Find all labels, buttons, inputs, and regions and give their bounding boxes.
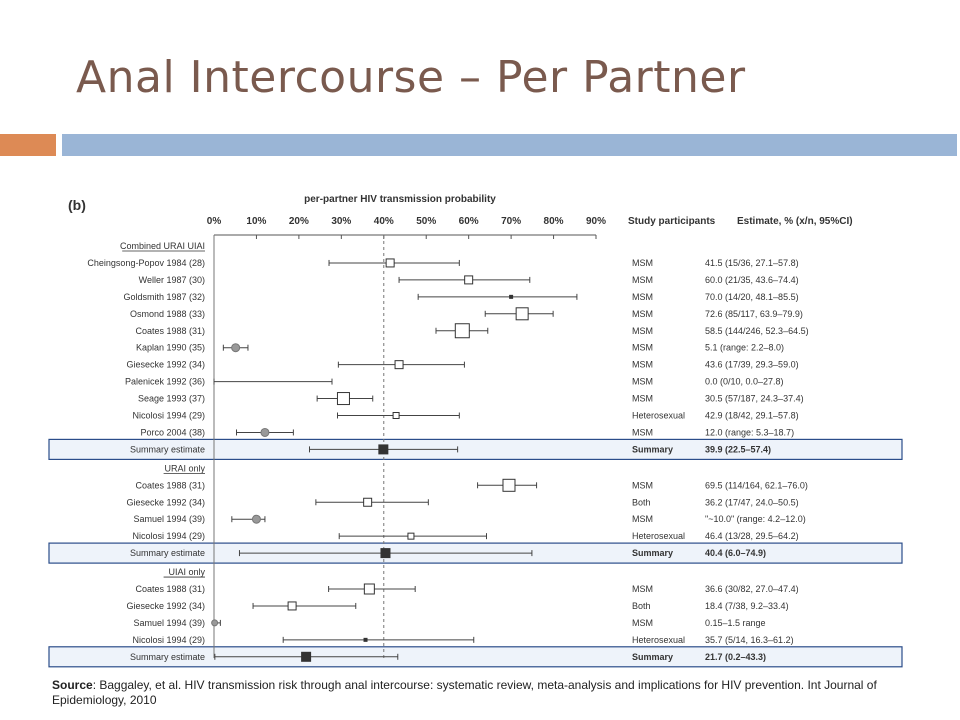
estimate-label: 41.5 (15/36, 27.1–57.8) <box>705 257 799 268</box>
estimate-label: 70.0 (14/20, 48.1–85.5) <box>705 291 799 302</box>
participants-label: MSM <box>632 584 653 594</box>
x-tick-label: 50% <box>416 216 437 227</box>
point-estimate-range <box>261 428 269 436</box>
participants-label: MSM <box>632 342 653 353</box>
study-label: Coates 1988 (31) <box>135 584 205 594</box>
x-tick-label: 20% <box>288 216 309 227</box>
participants-label: MSM <box>632 308 653 319</box>
x-tick-label: 0% <box>206 216 222 227</box>
point-estimate-square <box>288 602 296 610</box>
participants-label: MSM <box>632 514 653 525</box>
study-label: Giesecke 1992 (34) <box>126 497 205 508</box>
estimate-label: 60.0 (21/35, 43.6–74.4) <box>705 274 799 285</box>
point-estimate-square <box>395 361 403 369</box>
study-label: Nicolosi 1994 (29) <box>132 410 205 421</box>
study-label: Palenicek 1992 (36) <box>124 376 205 387</box>
point-estimate-square <box>393 413 399 419</box>
participants-label: MSM <box>632 427 653 438</box>
group-header-label: URAI only <box>164 463 205 474</box>
study-label: Coates 1988 (31) <box>135 480 205 491</box>
x-tick-label: 90% <box>585 216 607 227</box>
summary-participants-label: Summary <box>632 444 674 455</box>
study-label: Weller 1987 (30) <box>138 274 205 285</box>
study-label: Samuel 1994 (39) <box>133 617 205 628</box>
point-estimate-square <box>408 533 414 539</box>
estimate-label: 42.9 (18/42, 29.1–57.8) <box>705 410 799 421</box>
summary-estimate-label: 21.7 (0.2–43.3) <box>705 651 767 662</box>
summary-estimate-square <box>378 444 388 454</box>
estimate-label: 18.4 (7/38, 9.2–33.4) <box>705 600 789 611</box>
estimate-label: 0.15–1.5 range <box>705 617 766 628</box>
summary-label: Summary estimate <box>129 444 205 455</box>
source-citation <box>52 678 912 708</box>
x-tick-label: 60% <box>458 216 479 227</box>
study-label: Samuel 1994 (39) <box>133 514 205 525</box>
summary-estimate-label: 40.4 (6.0–74.9) <box>705 548 767 559</box>
column-header-participants: Study participants <box>628 216 716 227</box>
participants-label: Heterosexual <box>632 531 686 542</box>
participants-label: Heterosexual <box>632 410 686 421</box>
x-tick-label: 30% <box>331 216 352 227</box>
study-label: Osmond 1988 (33) <box>129 308 205 319</box>
estimate-label: 30.5 (57/187, 24.3–37.4) <box>705 393 804 404</box>
column-header-estimate: Estimate, % (x/n, 95%CI) <box>737 216 853 227</box>
participants-label: MSM <box>632 393 653 404</box>
study-label: Nicolosi 1994 (29) <box>132 634 205 645</box>
study-label: Kaplan 1990 (35) <box>135 342 205 353</box>
estimate-label: 5.1 (range: 2.2–8.0) <box>705 342 785 353</box>
participants-label: MSM <box>632 480 653 491</box>
point-estimate-square <box>516 308 528 320</box>
x-tick-label: 80% <box>543 216 564 227</box>
study-label: Goldsmith 1987 (32) <box>123 291 205 302</box>
x-tick-label: 40% <box>373 216 394 227</box>
participants-label: Both <box>632 600 651 611</box>
point-estimate-square <box>364 498 372 506</box>
participants-label: MSM <box>632 617 653 628</box>
point-estimate-square <box>503 479 515 491</box>
accent-band-orange <box>0 134 56 156</box>
point-estimate-square <box>364 584 374 594</box>
x-tick-label: 10% <box>246 216 267 227</box>
summary-estimate-square <box>301 652 311 662</box>
summary-estimate-square <box>380 548 390 558</box>
source-text: : Baggaley, et al. HIV transmission risk through anal intercourse: systematic review, meta-analysis and implications for HIV prevention. Int Journal of Epidemiology, 2010 <box>52 678 877 707</box>
participants-label: MSM <box>632 359 653 370</box>
estimate-label: 0.0 (0/10, 0.0–27.8) <box>705 376 784 387</box>
estimate-label: "~10.0" (range: 4.2–12.0) <box>705 514 806 525</box>
participants-label: MSM <box>632 325 653 336</box>
participants-label: Heterosexual <box>632 634 686 645</box>
estimate-label: 69.5 (114/164, 62.1–76.0) <box>705 480 808 491</box>
point-estimate-square <box>455 324 469 338</box>
estimate-label: 72.6 (85/117, 63.9–79.9) <box>705 308 803 319</box>
participants-label: Both <box>632 497 651 508</box>
summary-label: Summary estimate <box>129 548 205 559</box>
estimate-label: 58.5 (144/246, 52.3–64.5) <box>705 325 809 336</box>
summary-label: Summary estimate <box>129 651 205 662</box>
forest-plot <box>0 180 960 670</box>
point-estimate-range <box>232 344 240 352</box>
estimate-label: 35.7 (5/14, 16.3–61.2) <box>705 634 794 645</box>
group-header-label: Combined URAI UIAI <box>119 241 205 251</box>
study-label: Seage 1993 (37) <box>137 393 205 404</box>
estimate-label: 46.4 (13/28, 29.5–64.2) <box>705 531 799 542</box>
accent-band-blue <box>62 134 960 156</box>
point-estimate-dot <box>364 638 368 642</box>
summary-participants-label: Summary <box>632 548 674 559</box>
study-label: Giesecke 1992 (34) <box>126 359 205 370</box>
participants-label: MSM <box>632 274 653 285</box>
point-estimate-square <box>465 276 473 284</box>
study-label: Giesecke 1992 (34) <box>126 600 205 611</box>
study-label: Nicolosi 1994 (29) <box>132 531 205 542</box>
group-header-label: UIAI only <box>168 567 205 578</box>
estimate-label: 36.2 (17/47, 24.0–50.5) <box>705 497 799 508</box>
estimate-label: 12.0 (range: 5.3–18.7) <box>705 427 795 438</box>
source-label: Source <box>52 678 93 692</box>
participants-label: MSM <box>632 257 653 268</box>
panel-label: (b) <box>68 197 86 213</box>
study-label: Coates 1988 (31) <box>135 325 205 336</box>
point-estimate-square <box>386 259 394 267</box>
point-estimate-square <box>337 393 349 405</box>
slide-title: Anal Intercourse – Per Partner <box>76 52 746 103</box>
point-estimate-range <box>212 620 218 626</box>
estimate-label: 43.6 (17/39, 29.3–59.0) <box>705 359 799 370</box>
point-estimate-dot <box>509 295 513 299</box>
estimate-label: 36.6 (30/82, 27.0–47.4) <box>705 584 799 594</box>
study-label: Cheingsong-Popov 1984 (28) <box>87 257 205 268</box>
participants-label: MSM <box>632 291 653 302</box>
study-label: Porco 2004 (38) <box>140 427 205 438</box>
chart-title: per-partner HIV transmission probability <box>304 194 496 205</box>
summary-participants-label: Summary <box>632 651 674 662</box>
x-tick-label: 70% <box>501 216 522 227</box>
summary-estimate-label: 39.9 (22.5–57.4) <box>705 444 772 455</box>
participants-label: MSM <box>632 376 653 387</box>
point-estimate-range <box>252 515 260 523</box>
